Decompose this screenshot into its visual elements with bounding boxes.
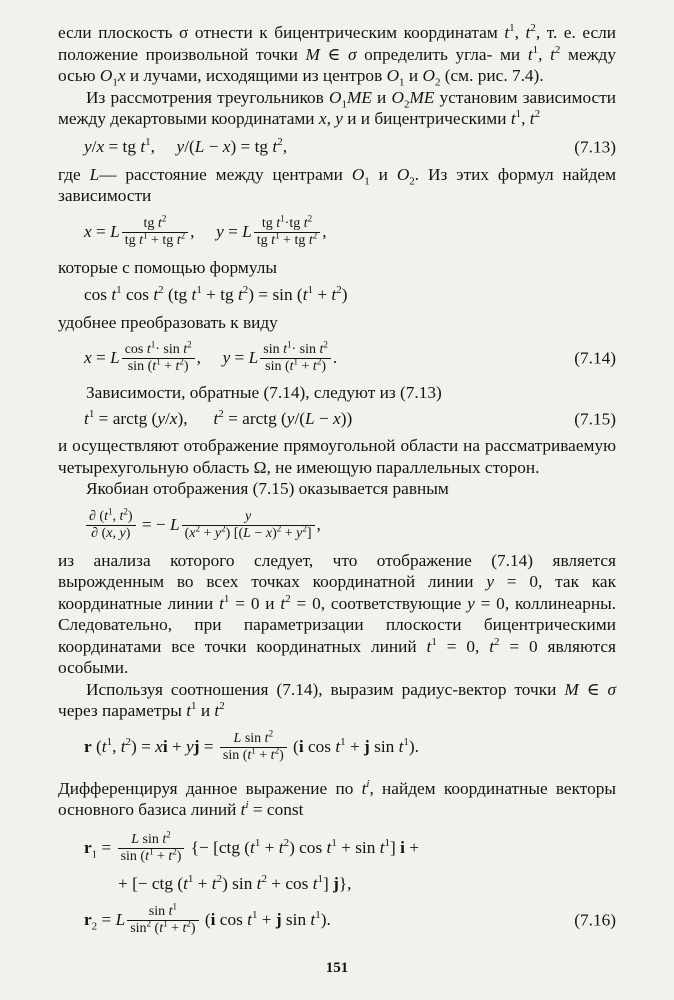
equation-radius-vector: r ($t^1$, $t^2$) = xi + yj = $\frac{L \sin t^2}{\sin (t^1 + t^2)}$ (i $\cos t^1 + j$ $\sin t^1$). <box>84 728 419 764</box>
paragraph-radius-vector: Используя соотношения (7.14), выразим радиус-вектор точки M ∈ σ через параметры $t^1$ и $t^2$ <box>58 679 616 720</box>
equation-number-7-16: (7.16) <box>574 909 616 929</box>
equation-7-15: $t^1$ = arctg (y/x), $t^2$ = arctg (y/(L − x)) (7.15) <box>84 408 616 429</box>
paragraph-using-formula: которые с помощью формулы <box>58 257 277 277</box>
equation-7-13: y/x = tg $t^1$, y/(L − x) = tg $t^2$, (7.13) <box>84 135 616 156</box>
equation-jacobian: $\frac{\partial (t^1, t^2)}{\partial (x, y)}$ = − L $\frac{y}{(x^2 + y^2) [(L - x)^2 + y^2]}$ , <box>58 500 616 550</box>
equation-trig-identity: $\cos t^1$ $\cos t^2$ (tg $t^1$ + tg $t^2) = \sin (t^1 + t^2)$ <box>84 284 348 304</box>
paragraph-distance: где L— расстояние между центрами $O_1$ и $O_2$. Из этих формул найдем зависимости <box>58 164 617 205</box>
paragraph-inverse: Зависимости, обратные (7.14), следуют из (7.13) <box>86 382 442 402</box>
paragraph-mapping: и осуществляют отображение прямоугольной области на рассматриваемую четырехугольную область Ω, не имеющую параллельных сторон. <box>58 436 616 477</box>
paragraph-degenerate: из анализа которого следует, что отображение (7.14) является вырожденным во всех точках координатной линии y = 0, так как координатные линии $t^1 = 0$ и $t^2 = 0$, соответствующие y = 0, коллинеарны. Следовательно, при параметризации плоскости бицентрическими координатами все точки координатных линий $t^1 = 0$, $t^2 = 0$ являются особыми. <box>58 550 617 677</box>
paragraph-convert: удобнее преобразовать к виду <box>58 313 278 332</box>
equation-number-7-15: (7.15) <box>574 409 616 429</box>
equation-number-7-13: (7.13) <box>574 136 616 156</box>
paragraph-bicentric-intro: если плоскость σ отнести к бицентрическим координатам $t^1$, $t^2$, т. е. если положение произвольной точки M ∈ σ определить угла- ми $t^1$, $t^2$ между осью $O_1x$ и лучами, исходящими из центров $O_1$ и $O_2$ (см. рис. 7.4). <box>58 22 616 89</box>
paragraph-triangles: Из рассмотрения треугольников $O_1ME$ и $O_2ME$ установим зависимости между декартовыми координатами x, y и и бицентрическими $t^1$, $t^2$ <box>58 87 616 128</box>
paragraph-jacobian: Якобиан отображения (7.15) оказывается равным <box>86 479 449 498</box>
equation-r1-line1: $r_1$ = $\frac{L \sin t^2}{\sin (t^1 + t^2)}$ {− [ctg $(t^1 + t^2)$ $\cos t^1 + \sin t^1$] i + <box>84 829 419 865</box>
equation-x-y-tangent: x = L $\frac{tg t^2}{tg t^1 + tg t^2}$ , y = L $\frac{tg t^1\cdot tg t^2}{tg t^1 + tg t^2}$ , <box>84 213 327 249</box>
paragraph-differentiate: Дифференцируя данное выражение по $t^i$, найдем координатные векторы основного базиса линий $t^i$ = const <box>58 777 616 819</box>
page-number: 151 <box>325 960 349 976</box>
equation-r1-line2: + [− ctg $(t^1 + t^2)$ $\sin t^2 + \cos t^1$] j}, <box>118 872 352 893</box>
equation-7-14: x = L $\frac{\cos t^1\cdot \sin t^2}{\sin (t^1 + t^2)}$ , y = L $\frac{\sin t^1\cdot \sin t^2}{\sin (t^1 + t^2)}$ . (7.14) <box>84 339 616 375</box>
equation-number-7-14: (7.14) <box>574 347 616 367</box>
equation-7-16: $r_2 = L$ $\frac{\sin t^1}{\sin^2 (t^1 + t^2)}$ (i $\cos t^1 + j$ $\sin t^1$). (7.16) <box>84 901 616 937</box>
